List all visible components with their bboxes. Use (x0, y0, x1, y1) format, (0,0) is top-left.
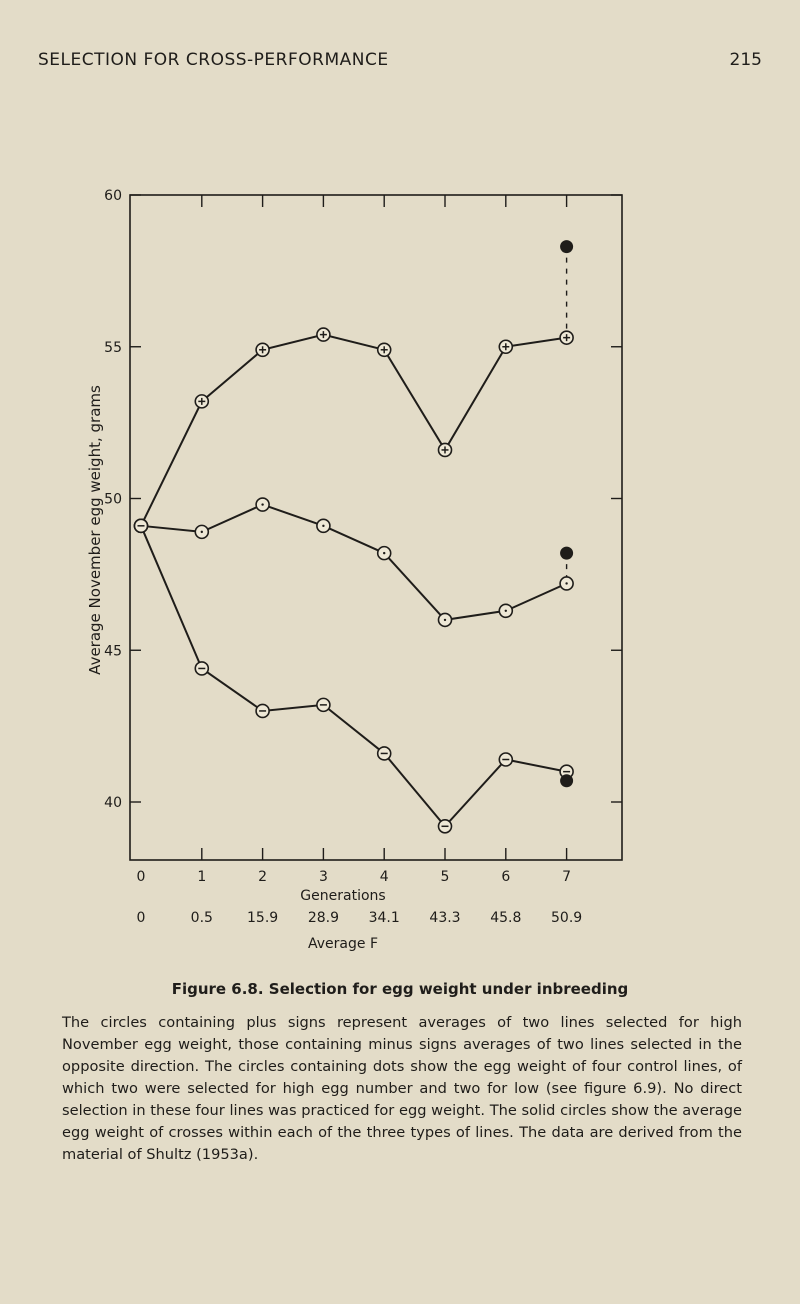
x-tick-label: 7 (562, 869, 572, 885)
data-point (499, 604, 512, 617)
x-tick-label: 4 (379, 869, 389, 885)
data-point (560, 577, 573, 590)
f-tick-label: 15.9 (247, 910, 279, 926)
data-point (195, 662, 208, 675)
data-point (378, 547, 391, 560)
f-tick-label: 28.9 (307, 910, 339, 926)
y-tick-label: 45 (104, 643, 122, 660)
series-line-1 (141, 505, 567, 620)
x-tick-label: 1 (197, 869, 207, 885)
cross-point (560, 774, 573, 787)
y-axis-label: Average November egg weight, grams (86, 385, 104, 675)
tick-marks (104, 188, 622, 926)
x-tick-label: 3 (318, 869, 328, 885)
y-tick-label: 55 (104, 339, 122, 356)
data-point (439, 820, 452, 833)
series-line-0 (141, 335, 567, 526)
cross-point (560, 240, 573, 253)
data-point (256, 704, 269, 717)
x-tick-label: 0 (136, 869, 146, 885)
f-axis-label: Average F (308, 936, 378, 952)
data-point (378, 343, 391, 356)
series-layer (135, 240, 574, 833)
f-tick-label: 0 (136, 910, 146, 926)
y-tick-label: 50 (104, 491, 122, 508)
f-tick-label: 50.9 (551, 910, 583, 926)
data-point (560, 331, 573, 344)
running-title: SELECTION FOR CROSS-PERFORMANCE (38, 50, 389, 70)
y-tick-label: 40 (104, 795, 122, 811)
f-tick-label: 34.1 (368, 910, 400, 926)
axis-labels (86, 385, 386, 952)
page-number: 215 (729, 50, 762, 70)
data-point (439, 613, 452, 626)
f-tick-label: 43.3 (429, 910, 461, 926)
data-point (317, 328, 330, 341)
f-tick-label: 0.5 (190, 910, 213, 926)
data-point (317, 698, 330, 711)
data-point (378, 747, 391, 760)
data-point (135, 519, 148, 532)
data-point (256, 498, 269, 511)
y-tick-label: 60 (104, 188, 122, 204)
data-point (256, 343, 269, 356)
data-point (499, 753, 512, 766)
figure-caption-body: The circles containing plus signs represent averages of two lines selected for high November egg weight, those containing minus signs averages of two lines selected in the opposite direction. The circles containing dots show the egg weight of four control lines, of which two were selected for high egg number and two for low (see figure 6.9). No direct selection in these four lines was practiced for egg weight. The solid circles show the average egg weight of crosses within each of the three types of lines. The data are derived from the material of Shultz (1953a). (62, 1014, 742, 1163)
x-tick-label: 6 (501, 869, 511, 885)
data-point (195, 525, 208, 538)
series-line-2 (141, 526, 567, 826)
cross-point (560, 547, 573, 560)
x-tick-label: 5 (440, 869, 450, 885)
data-point (499, 340, 512, 353)
data-point (195, 395, 208, 408)
x-tick-label: 2 (258, 869, 268, 885)
data-point (317, 519, 330, 532)
data-point (439, 443, 452, 456)
figure-caption-title: Figure 6.8. Selection for egg weight under inbreeding (171, 980, 629, 998)
f-tick-label: 45.8 (490, 910, 522, 926)
x-axis-label: Generations (300, 888, 386, 904)
